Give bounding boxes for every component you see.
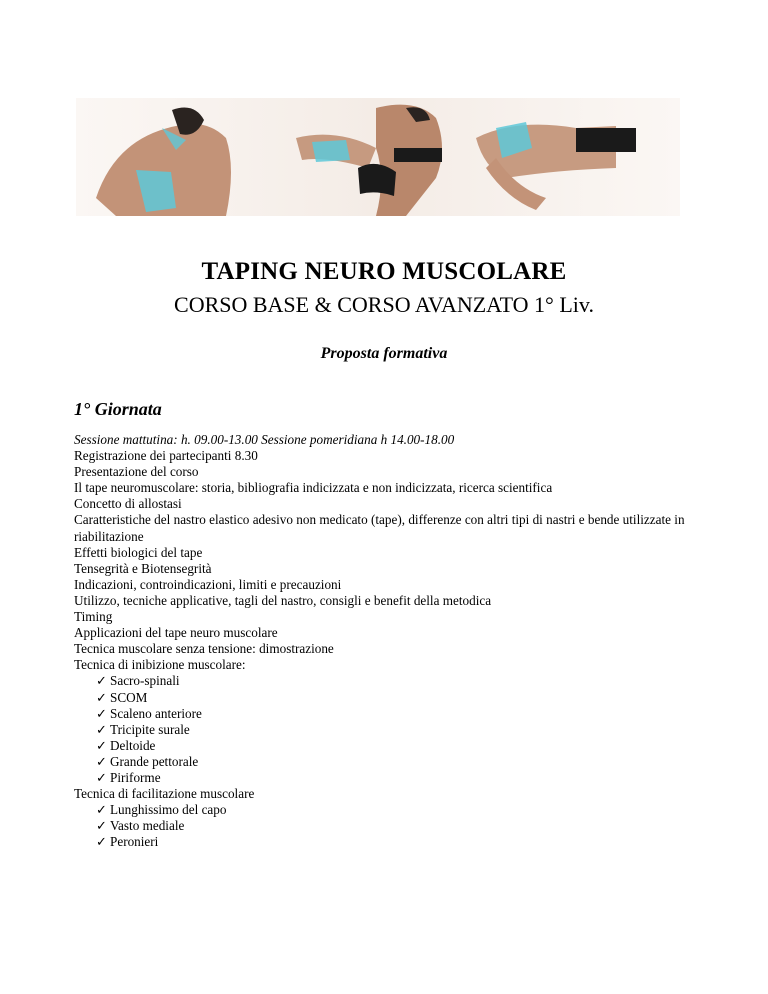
program-line: Indicazioni, controindicazioni, limiti e precauzioni	[74, 576, 342, 592]
program-line: Tecnica di inibizione muscolare:	[74, 657, 246, 673]
list-item: ✓ Scaleno anteriore	[96, 705, 202, 721]
day-heading: 1° Giornata	[74, 399, 162, 419]
checkmark-icon: ✓	[96, 834, 108, 850]
list-item: ✓ Peronieri	[96, 834, 159, 850]
checkmark-icon: ✓	[96, 769, 108, 785]
session-times: Sessione mattutina: h. 09.00-13.00 Sessione pomeridiana h 14.00-18.00	[74, 432, 455, 447]
list-item: ✓ Sacro-spinali	[96, 673, 180, 689]
banner-image	[76, 98, 680, 216]
list-item: ✓ Lunghissimo del capo	[96, 802, 227, 818]
program-line: Utilizzo, tecniche applicative, tagli del nastro, consigli e benefit della metodica	[74, 592, 492, 608]
list-item: ✓ Tricipite surale	[96, 721, 190, 737]
document-title: TAPING NEURO MUSCOLARE	[201, 258, 567, 285]
program-line: Caratteristiche del nastro elastico adesivo non medicato (tape), differenze con altri tipi di nastri e bende utilizzate in riabilitazione	[74, 512, 685, 544]
program-line: Tecnica muscolare senza tensione: dimostrazione	[74, 641, 334, 657]
checkmark-icon: ✓	[96, 721, 108, 737]
document-subtitle: CORSO BASE & CORSO AVANZATO 1° Liv.	[174, 292, 594, 317]
program-line: Presentazione del corso	[74, 464, 199, 480]
checkmark-icon: ✓	[96, 689, 108, 705]
program-line: Tensegrità e Biotensegrità	[74, 560, 212, 576]
checkmark-icon: ✓	[96, 737, 108, 753]
program-line: Timing	[74, 609, 113, 625]
list-item: ✓ SCOM	[96, 689, 148, 705]
facilitation-heading: Tecnica di facilitazione muscolare	[74, 786, 255, 802]
list-item: ✓ Grande pettorale	[96, 753, 199, 769]
checkmark-icon: ✓	[96, 753, 108, 769]
kinesio-taping-banner	[76, 98, 680, 216]
program-line: Registrazione dei partecipanti 8.30	[74, 448, 258, 464]
proposal-heading: Proposta formativa	[320, 345, 448, 362]
program-line: Effetti biologici del tape	[74, 544, 203, 560]
checkmark-icon: ✓	[96, 802, 108, 818]
list-item: ✓ Piriforme	[96, 769, 161, 785]
program-line: Il tape neuromuscolare: storia, bibliografia indicizzata e non indicizzata, ricerca scientifica	[74, 480, 553, 496]
program-content	[74, 432, 734, 850]
list-item: ✓ Deltoide	[96, 737, 156, 753]
program-line: Concetto di allostasi	[74, 496, 182, 512]
checkmark-icon: ✓	[96, 673, 108, 689]
list-item: ✓ Vasto mediale	[96, 818, 185, 834]
checkmark-icon: ✓	[96, 705, 108, 721]
checkmark-icon: ✓	[96, 818, 108, 834]
program-line: Applicazioni del tape neuro muscolare	[74, 625, 278, 641]
